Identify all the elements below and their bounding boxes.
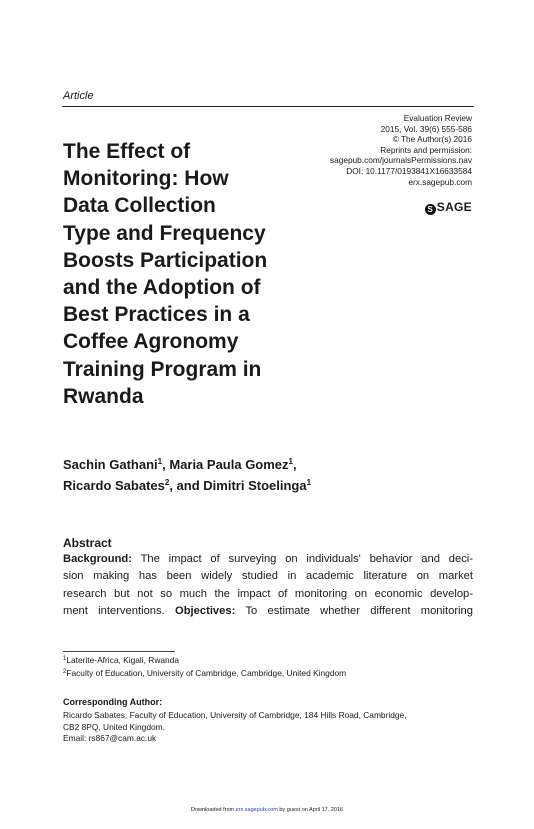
- corresponding-author-details: [63, 710, 473, 745]
- corresponding-address: CB2 8PQ, United Kingdom.: [63, 721, 165, 732]
- publisher-logo: [425, 200, 472, 215]
- objectives-label: Objectives:: [175, 604, 236, 617]
- footnote-rule: [63, 651, 175, 652]
- abstract-heading: Abstract: [63, 536, 112, 550]
- article-type-label: Article: [63, 90, 94, 102]
- publisher-name: SAGE: [436, 200, 472, 214]
- title-line: Coffee Agronomy: [63, 330, 239, 354]
- abstract-line: sion making has been widely studied in academic literature on market: [63, 570, 473, 583]
- title-line: Data Collection: [63, 194, 216, 218]
- copyright-notice: © The Author(s) 2016: [392, 134, 472, 145]
- footer-suffix: by guest on April 17, 2016: [277, 807, 343, 813]
- reprints-label: Reprints and permission:: [380, 144, 472, 155]
- affiliation-marker: 1: [306, 478, 312, 487]
- author-line: [63, 454, 463, 475]
- footnote-marker: 2: [63, 669, 67, 675]
- abstract-body: [63, 551, 473, 620]
- title-line: and the Adoption of: [63, 276, 261, 300]
- title-line: Training Program in: [63, 357, 262, 381]
- title-line: Boosts Participation: [63, 248, 268, 272]
- sage-s-icon: S: [425, 204, 436, 215]
- affiliation-marker: 1: [157, 457, 163, 466]
- paper-title: [63, 138, 313, 410]
- author-name: Ricardo Sabates: [63, 478, 165, 493]
- permissions-link[interactable]: sagepub.com/journalsPermissions.nav: [329, 155, 472, 166]
- abstract-line: [63, 603, 473, 620]
- header-rule: [62, 106, 474, 107]
- author-line: [63, 475, 463, 496]
- abstract-line: research but not so much the impact of monitoring on economic develop-: [63, 587, 473, 600]
- abstract-text: ment interventions.: [63, 604, 176, 617]
- background-label: Background:: [63, 553, 132, 565]
- footnote-marker: 1: [63, 656, 67, 662]
- corresponding-email[interactable]: Email: rs867@cam.ac.uk: [63, 733, 157, 743]
- doi-text: DOI: 10.1177/0193841X16633584: [346, 165, 472, 176]
- footnote-text: Laterite-Africa, Kigali, Rwanda: [66, 655, 179, 665]
- journal-volume: 2015, Vol. 39(6) 555-586: [380, 123, 472, 134]
- footer-site-link[interactable]: erx.sagepub.com: [235, 807, 278, 813]
- footnote-affiliation: [63, 668, 473, 679]
- abstract-line: [63, 551, 473, 568]
- title-line: Rwanda: [63, 384, 144, 408]
- affiliation-marker: 2: [164, 478, 170, 487]
- author-separator: ,: [293, 457, 297, 472]
- abstract-text: To estimate whether different monitoring: [235, 604, 473, 617]
- title-line: Monitoring: How: [63, 167, 229, 191]
- author-separator: ,: [162, 457, 170, 472]
- author-list: [63, 454, 463, 496]
- journal-site-link[interactable]: erx.sagepub.com: [408, 176, 472, 187]
- title-line: Type and Frequency: [63, 221, 266, 245]
- title-line: Best Practices in a: [63, 303, 250, 327]
- author-name: Dimitri Stoelinga: [203, 478, 307, 493]
- affiliation-marker: 1: [288, 457, 293, 466]
- abstract-text: The impact of surveying on individuals' behavior and deci-: [132, 553, 473, 565]
- footnote-affiliation: [63, 655, 473, 666]
- corresponding-author-heading: Corresponding Author:: [63, 697, 163, 707]
- corresponding-address: Ricardo Sabates, Faculty of Education, University of Cambridge, 184 Hills Road, Cambridge,: [63, 710, 407, 720]
- author-name: Sachin Gathani: [63, 457, 158, 472]
- title-line: The Effect of: [63, 140, 191, 163]
- journal-name: Evaluation Review: [403, 113, 472, 123]
- footer-prefix: Downloaded from: [191, 807, 236, 813]
- author-separator: , and: [169, 478, 204, 493]
- footnote-text: Faculty of Education, University of Cambridge, Cambridge, United Kingdom: [66, 668, 347, 678]
- download-footer: [0, 807, 534, 813]
- author-name: Maria Paula Gomez: [169, 457, 289, 472]
